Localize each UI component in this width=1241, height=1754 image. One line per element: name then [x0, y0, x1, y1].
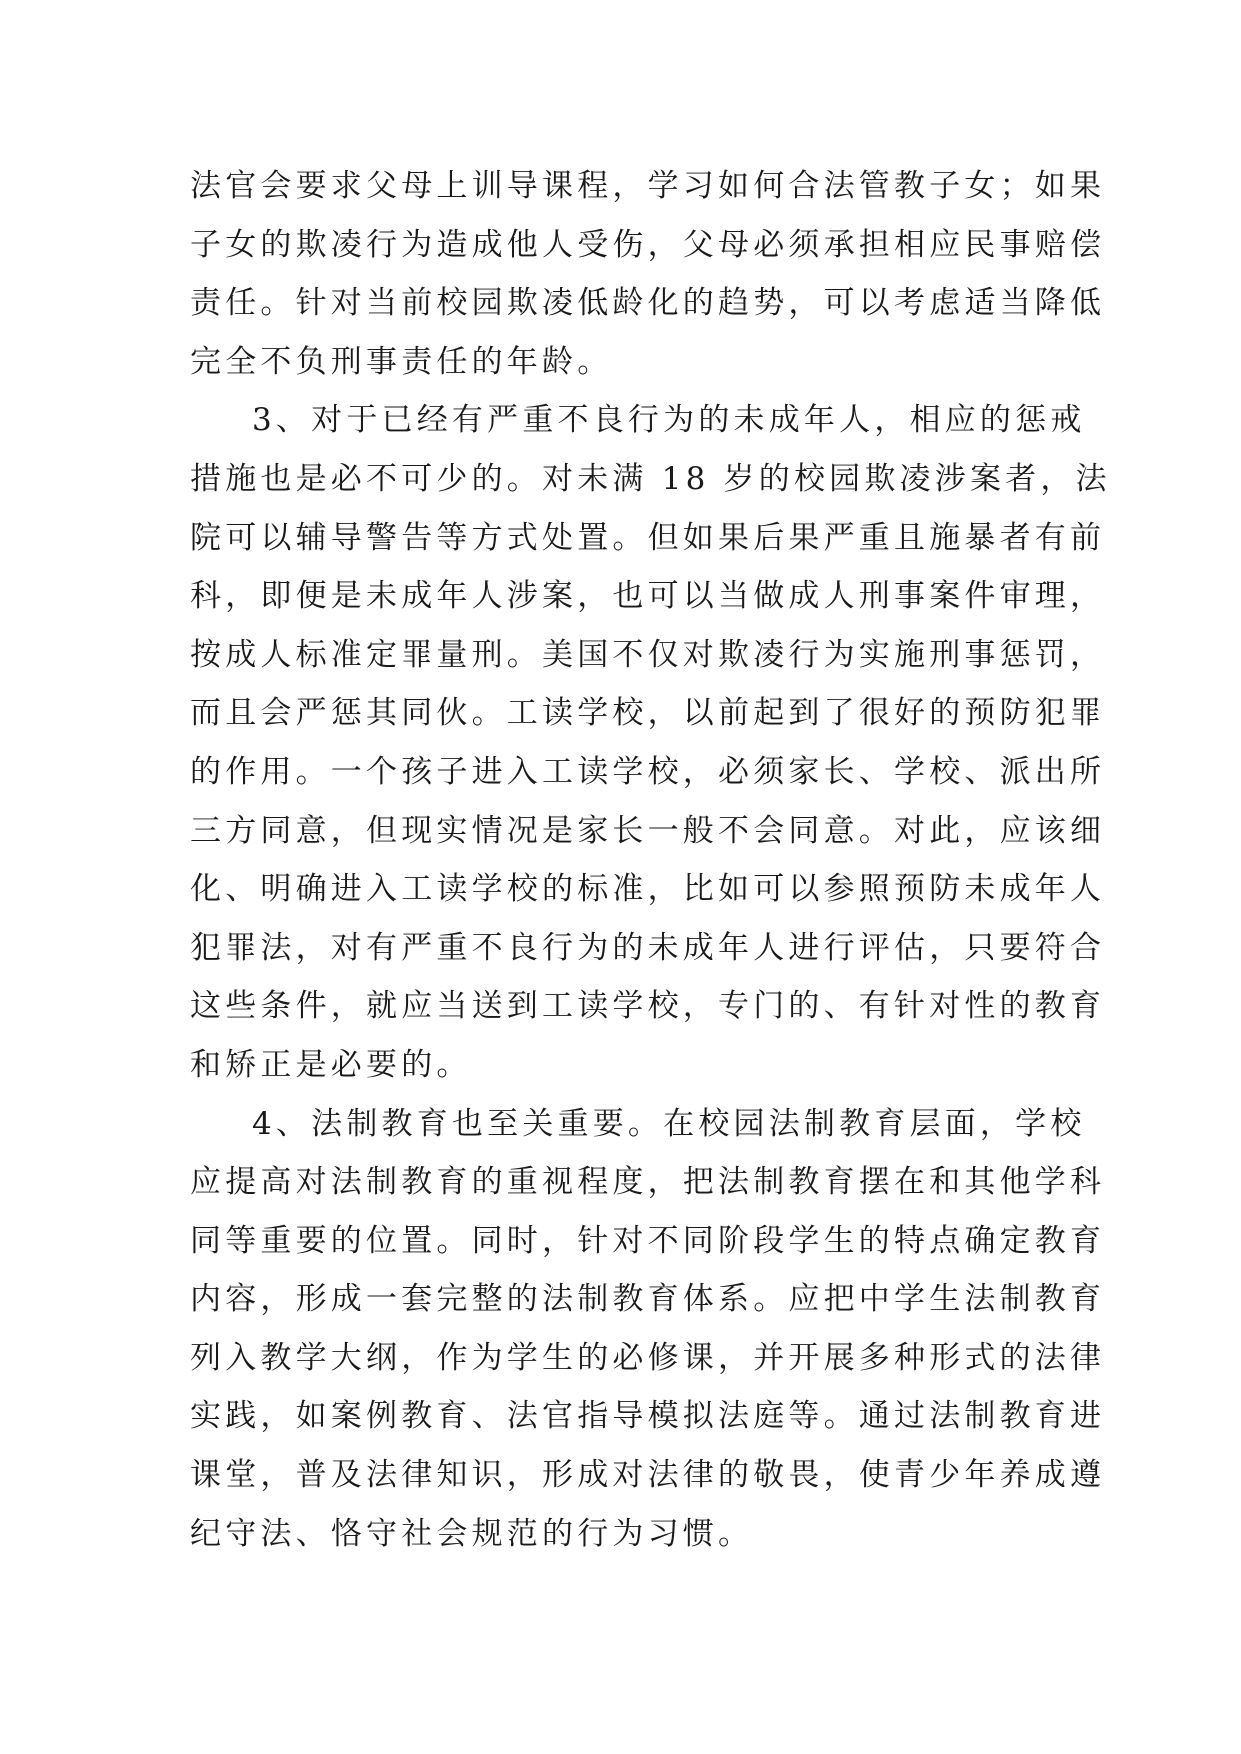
text-line: 内容，形成一套完整的法制教育体系。应把中学生法制教育: [190, 1281, 1106, 1318]
text-line: 院可以辅导警告等方式处置。但如果后果严重且施暴者有前: [190, 519, 1106, 556]
text-line: 按成人标准定罪量刑。美国不仅对欺凌行为实施刑事惩罚，: [190, 636, 1106, 673]
text-line: 实践，如案例教育、法官指导模拟法庭等。通过法制教育进: [190, 1398, 1106, 1435]
paragraph-4-first-line: 4、法制教育也至关重要。在校园法制教育层面，学校: [252, 1105, 1086, 1142]
paragraph-3-first-line: 3、对于已经有严重不良行为的未成年人，相应的惩戒: [252, 402, 1086, 439]
text-line: 课堂，普及法律知识，形成对法律的敬畏，使青少年养成遵: [190, 1457, 1106, 1494]
text-line: 应提高对法制教育的重视程度，把法制教育摆在和其他学科: [190, 1164, 1106, 1201]
text-line: 化、明确进入工读学校的标准，比如可以参照预防未成年人: [190, 871, 1106, 908]
text-line: 三方同意，但现实情况是家长一般不会同意。对此，应该细: [190, 812, 1106, 849]
text-line: 犯罪法，对有严重不良行为的未成年人进行评估，只要符合: [190, 929, 1106, 966]
text-line: 完全不负刑事责任的年龄。: [190, 343, 613, 380]
text-line: 同等重要的位置。同时，针对不同阶段学生的特点确定教育: [190, 1222, 1106, 1259]
text-line: 措施也是必不可少的。对未满 18 岁的校园欺凌涉案者，法: [190, 460, 1111, 497]
body-text: [190, 157, 1111, 1563]
text-line: 这些条件，就应当送到工读学校，专门的、有针对性的教育: [190, 988, 1106, 1025]
text-line: 和矫正是必要的。: [190, 1046, 472, 1083]
text-line: 法官会要求父母上训导课程，学习如何合法管教子女；如果: [190, 168, 1106, 204]
text-line: 科，即便是未成年人涉案，也可以当做成人刑事案件审理，: [190, 578, 1106, 615]
text-line: 责任。针对当前校园欺凌低龄化的趋势，可以考虑适当降低: [190, 285, 1106, 322]
text-line: 子女的欺凌行为造成他人受伤，父母必须承担相应民事赔偿: [190, 226, 1106, 263]
text-line: 列入教学大纲，作为学生的必修课，并开展多种形式的法律: [190, 1339, 1106, 1376]
text-line: 的作用。一个孩子进入工读学校，必须家长、学校、派出所: [190, 753, 1106, 790]
text-line: 纪守法、恪守社会规范的行为习惯。: [190, 1515, 754, 1552]
text-line: 而且会严惩其同伙。工读学校，以前起到了很好的预防犯罪: [190, 695, 1106, 732]
